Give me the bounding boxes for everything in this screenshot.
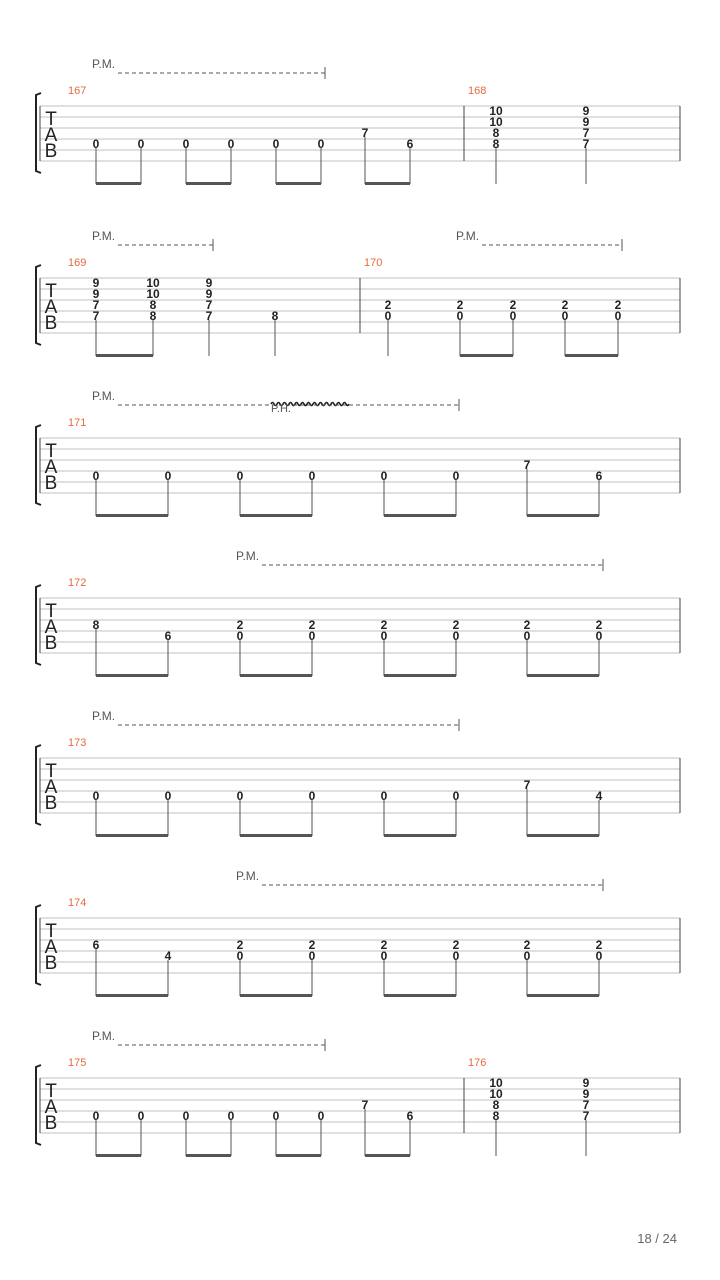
tab-clef-a: A bbox=[44, 457, 58, 478]
beam bbox=[365, 182, 410, 185]
fret-number-string-3: 8 bbox=[492, 126, 500, 140]
fret-number-string-4: 4 bbox=[595, 789, 603, 803]
fret-number-string-1: 10 bbox=[489, 104, 503, 118]
fret-number-string-4: 7 bbox=[205, 309, 213, 323]
palm-mute-label: P.M. bbox=[92, 1029, 116, 1043]
fret-number-string-3: 2 bbox=[456, 298, 464, 312]
fret-number-string-3: 2 bbox=[380, 938, 388, 952]
beam bbox=[527, 514, 599, 517]
beam bbox=[96, 834, 168, 837]
fret-number-string-4: 0 bbox=[380, 469, 388, 483]
palm-mute-label: P.M. bbox=[236, 549, 260, 563]
fret-number-string-3: 6 bbox=[92, 938, 100, 952]
fret-number-string-1: 10 bbox=[489, 1076, 503, 1090]
beam bbox=[96, 674, 168, 677]
fret-number-string-3: 2 bbox=[380, 618, 388, 632]
fret-number-string-4: 0 bbox=[92, 469, 100, 483]
fret-number-string-2: 10 bbox=[146, 287, 160, 301]
fret-number-string-4: 0 bbox=[308, 949, 316, 963]
fret-number-string-4: 0 bbox=[380, 629, 388, 643]
beam bbox=[384, 514, 456, 517]
palm-mute-label: P.M. bbox=[92, 389, 116, 403]
palm-mute-label: P.M. bbox=[92, 709, 116, 723]
fret-number-string-3: 2 bbox=[595, 618, 603, 632]
fret-number-string-1: 9 bbox=[582, 1076, 590, 1090]
fret-number-string-4: 0 bbox=[523, 949, 531, 963]
beam bbox=[365, 1154, 410, 1157]
fret-number-string-3: 2 bbox=[523, 938, 531, 952]
beam bbox=[96, 1154, 141, 1157]
fret-number-string-4: 0 bbox=[384, 309, 392, 323]
tab-clef-b: B bbox=[44, 793, 58, 814]
tab-clef-b: B bbox=[44, 953, 58, 974]
beam bbox=[276, 1154, 321, 1157]
palm-mute-label: P.M. bbox=[456, 229, 480, 243]
fret-number-string-3: 7 bbox=[582, 126, 590, 140]
measure-number: 169 bbox=[68, 257, 87, 269]
tab-clef-b: B bbox=[44, 313, 58, 334]
staff-system-3 bbox=[36, 389, 680, 517]
fret-number-string-1: 9 bbox=[205, 276, 213, 290]
fret-number-string-4: 0 bbox=[523, 629, 531, 643]
fret-number-string-4: 0 bbox=[614, 309, 622, 323]
fret-number-string-4: 0 bbox=[595, 949, 603, 963]
staff-system-6 bbox=[36, 869, 680, 997]
fret-number-string-1: 10 bbox=[146, 276, 160, 290]
tab-clef-t: T bbox=[45, 1081, 57, 1102]
fret-number-string-4: 0 bbox=[452, 949, 460, 963]
staff-system-4 bbox=[36, 549, 680, 677]
beam bbox=[186, 1154, 231, 1157]
beam bbox=[240, 674, 312, 677]
fret-number-string-4: 0 bbox=[308, 469, 316, 483]
fret-number-string-4: 0 bbox=[317, 1109, 325, 1123]
fret-number-string-4: 0 bbox=[380, 949, 388, 963]
fret-number-string-4: 0 bbox=[308, 789, 316, 803]
beam bbox=[384, 994, 456, 997]
fret-number-string-4: 7 bbox=[92, 309, 100, 323]
fret-number-string-4: 8 bbox=[271, 309, 279, 323]
fret-number-string-3: 7 bbox=[523, 458, 531, 472]
fret-number-string-4: 0 bbox=[236, 789, 244, 803]
fret-number-string-3: 2 bbox=[236, 618, 244, 632]
beam bbox=[240, 514, 312, 517]
beam bbox=[96, 182, 141, 185]
fret-number-string-3: 7 bbox=[361, 1098, 369, 1112]
fret-number-string-4: 7 bbox=[582, 137, 590, 151]
fret-number-string-4: 0 bbox=[92, 1109, 100, 1123]
beam bbox=[384, 834, 456, 837]
beam bbox=[460, 354, 513, 357]
fret-number-string-3: 2 bbox=[384, 298, 392, 312]
fret-number-string-3: 2 bbox=[509, 298, 517, 312]
measure-number: 167 bbox=[68, 85, 87, 97]
beam bbox=[240, 834, 312, 837]
fret-number-string-4: 0 bbox=[452, 629, 460, 643]
measure-number: 174 bbox=[68, 897, 87, 909]
measure-number: 175 bbox=[68, 1057, 87, 1069]
fret-number-string-4: 0 bbox=[236, 469, 244, 483]
fret-number-string-2: 9 bbox=[205, 287, 213, 301]
fret-number-string-4: 0 bbox=[92, 789, 100, 803]
measure-number: 171 bbox=[68, 417, 87, 429]
fret-number-string-3: 8 bbox=[149, 298, 157, 312]
fret-number-string-3: 7 bbox=[582, 1098, 590, 1112]
beam bbox=[186, 182, 231, 185]
fret-number-string-3: 2 bbox=[561, 298, 569, 312]
fret-number-string-3: 2 bbox=[308, 618, 316, 632]
fret-number-string-3: 8 bbox=[92, 618, 100, 632]
fret-number-string-4: 6 bbox=[406, 1109, 414, 1123]
beam bbox=[565, 354, 618, 357]
measure-number: 168 bbox=[468, 85, 487, 97]
beam bbox=[384, 674, 456, 677]
tab-clef-b: B bbox=[44, 1113, 58, 1134]
fret-number-string-3: 7 bbox=[523, 778, 531, 792]
fret-number-string-3: 7 bbox=[92, 298, 100, 312]
page-number: 18 / 24 bbox=[637, 1231, 677, 1246]
fret-number-string-3: 8 bbox=[492, 1098, 500, 1112]
tab-clef-t: T bbox=[45, 281, 57, 302]
fret-number-string-4: 8 bbox=[149, 309, 157, 323]
fret-number-string-4: 0 bbox=[308, 629, 316, 643]
tab-clef-b: B bbox=[44, 473, 58, 494]
fret-number-string-3: 2 bbox=[452, 938, 460, 952]
measure-number: 172 bbox=[68, 577, 87, 589]
fret-number-string-4: 0 bbox=[272, 1109, 280, 1123]
staff-system-5 bbox=[36, 709, 680, 837]
staff-system-1 bbox=[36, 57, 680, 185]
fret-number-string-1: 9 bbox=[582, 104, 590, 118]
fret-number-string-3: 2 bbox=[452, 618, 460, 632]
fret-number-string-4: 6 bbox=[406, 137, 414, 151]
fret-number-string-4: 6 bbox=[164, 629, 172, 643]
fret-number-string-2: 10 bbox=[489, 115, 503, 129]
fret-number-string-3: 7 bbox=[205, 298, 213, 312]
fret-number-string-4: 0 bbox=[182, 137, 190, 151]
fret-number-string-4: 4 bbox=[164, 949, 172, 963]
fret-number-string-4: 0 bbox=[164, 469, 172, 483]
tab-clef-b: B bbox=[44, 633, 58, 654]
tab-clef-t: T bbox=[45, 601, 57, 622]
fret-number-string-2: 9 bbox=[582, 1087, 590, 1101]
fret-number-string-2: 9 bbox=[582, 115, 590, 129]
fret-number-string-4: 0 bbox=[452, 469, 460, 483]
tab-clef-a: A bbox=[44, 777, 58, 798]
fret-number-string-3: 2 bbox=[523, 618, 531, 632]
beam bbox=[276, 182, 321, 185]
fret-number-string-4: 0 bbox=[227, 1109, 235, 1123]
fret-number-string-3: 7 bbox=[361, 126, 369, 140]
beam bbox=[96, 354, 153, 357]
palm-mute-label: P.M. bbox=[236, 869, 260, 883]
palm-mute-label: P.M. bbox=[92, 229, 116, 243]
fret-number-string-4: 0 bbox=[164, 789, 172, 803]
fret-number-string-4: 0 bbox=[452, 789, 460, 803]
fret-number-string-4: 7 bbox=[582, 1109, 590, 1123]
beam bbox=[527, 834, 599, 837]
tab-clef-a: A bbox=[44, 125, 58, 146]
fret-number-string-3: 2 bbox=[308, 938, 316, 952]
fret-number-string-1: 9 bbox=[92, 276, 100, 290]
tab-clef-a: A bbox=[44, 617, 58, 638]
fret-number-string-4: 0 bbox=[92, 137, 100, 151]
fret-number-string-2: 10 bbox=[489, 1087, 503, 1101]
fret-number-string-4: 0 bbox=[317, 137, 325, 151]
fret-number-string-3: 2 bbox=[236, 938, 244, 952]
fret-number-string-4: 0 bbox=[137, 1109, 145, 1123]
fret-number-string-4: 0 bbox=[595, 629, 603, 643]
fret-number-string-4: 8 bbox=[492, 137, 500, 151]
staff-system-7 bbox=[36, 1029, 680, 1157]
tab-clef-t: T bbox=[45, 109, 57, 130]
fret-number-string-4: 0 bbox=[182, 1109, 190, 1123]
tab-clef-t: T bbox=[45, 921, 57, 942]
fret-number-string-4: 6 bbox=[595, 469, 603, 483]
tab-clef-t: T bbox=[45, 761, 57, 782]
fret-number-string-4: 0 bbox=[456, 309, 464, 323]
measure-number: 173 bbox=[68, 737, 87, 749]
fret-number-string-3: 2 bbox=[595, 938, 603, 952]
tab-clef-a: A bbox=[44, 1097, 58, 1118]
fret-number-string-3: 2 bbox=[614, 298, 622, 312]
fret-number-string-4: 0 bbox=[561, 309, 569, 323]
fret-number-string-4: 0 bbox=[236, 949, 244, 963]
fret-number-string-4: 0 bbox=[509, 309, 517, 323]
tab-clef-b: B bbox=[44, 141, 58, 162]
pinch-harmonic-label: P.H. bbox=[271, 403, 291, 415]
fret-number-string-4: 0 bbox=[380, 789, 388, 803]
fret-number-string-4: 0 bbox=[137, 137, 145, 151]
staff-system-2 bbox=[36, 229, 680, 415]
beam bbox=[240, 994, 312, 997]
beam bbox=[96, 514, 168, 517]
measure-number: 176 bbox=[468, 1057, 487, 1069]
beam bbox=[527, 994, 599, 997]
fret-number-string-4: 0 bbox=[227, 137, 235, 151]
palm-mute-label: P.M. bbox=[92, 57, 116, 71]
tab-clef-t: T bbox=[45, 441, 57, 462]
fret-number-string-4: 0 bbox=[272, 137, 280, 151]
measure-number: 170 bbox=[364, 257, 383, 269]
tab-clef-a: A bbox=[44, 937, 58, 958]
tab-clef-a: A bbox=[44, 297, 58, 318]
beam bbox=[527, 674, 599, 677]
beam bbox=[96, 994, 168, 997]
fret-number-string-4: 8 bbox=[492, 1109, 500, 1123]
fret-number-string-2: 9 bbox=[92, 287, 100, 301]
fret-number-string-4: 0 bbox=[236, 629, 244, 643]
